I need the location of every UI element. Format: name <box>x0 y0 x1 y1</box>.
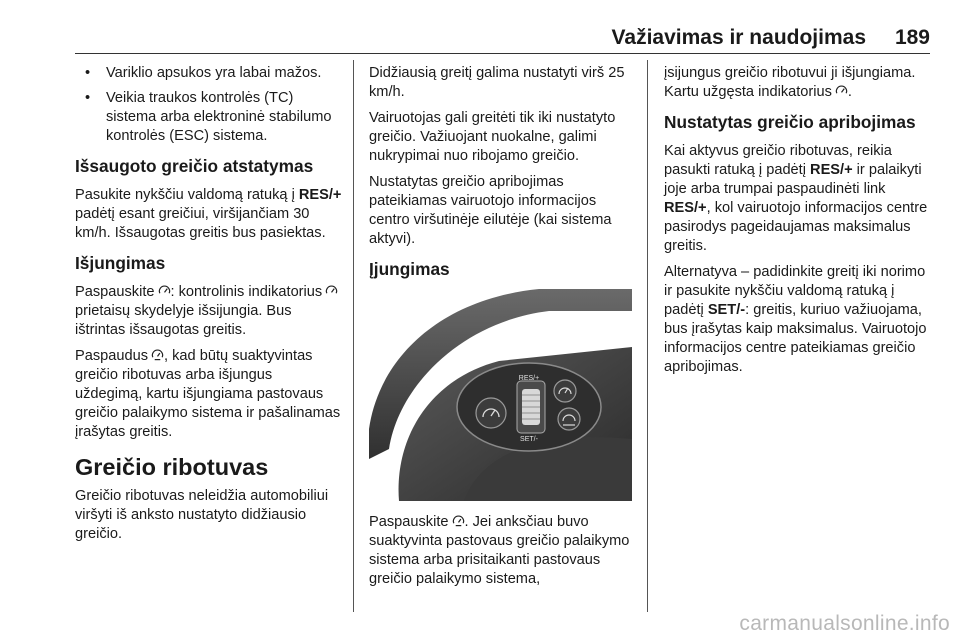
figure-label-set: SET/- <box>520 436 538 443</box>
column-divider-2 <box>647 60 648 612</box>
header-rule <box>75 53 930 54</box>
cruise-control-icon <box>835 84 848 97</box>
column-2 <box>369 64 637 596</box>
page-number: 189 <box>894 26 930 49</box>
paragraph-off-1: Paspauskite : kontrolinis indikatorius prietaisų skydelyje išsijungia. Bus ištrintas išsaugotas greitis. <box>75 283 343 340</box>
watermark: carmanualsonline.info <box>739 612 950 635</box>
paragraph-activate: Paspauskite . Jei anksčiau buvo suaktyvinta pastovaus greičio palaikymo sistema arba prisitaikanti pastovaus greičio palaikymo sistema, <box>369 514 630 587</box>
page-title: Važiavimas ir naudojimas <box>611 26 866 49</box>
cruise-control-icon <box>158 284 171 297</box>
paragraph-cc-off: įsijungus greičio ribotuvui ji išjungiama. Kartu užgęsta indikatorius . <box>664 65 916 100</box>
figure-label-res: RES/+ <box>518 375 540 382</box>
column-3 <box>664 64 932 384</box>
paragraph-set-1: Kai aktyvus greičio ribotuvas, reikia pasukti ratuką į padėtį RES/+ ir palaikyti joje arba trumpai paspaudinėti link RES/+, kol vairuotojo informacijos centre pasirodys pageidaujamas maksimalus greitis. <box>664 143 928 254</box>
column-1 <box>75 64 343 551</box>
paragraph-limiter: Greičio ribotuvas neleidžia automobiliui viršyti iš anksto nustatyto didžiausio greičio. <box>75 488 329 542</box>
paragraph-restore: Pasukite nykščiu valdomą ratuką į RES/+ padėtį esant greičiui, viršijančiam 30 km/h. Išsaugotas greitis bus pasiektas. <box>75 187 342 241</box>
paragraph-set-2: Alternatyva – padidinkite greitį iki norimo ir pasukite nykščiu valdomą ratuką į padėtį SET/-: greitis, kuriuo važiuojama, bus įrašytas kaip maksimalus. Vairuotojo informacijos centre pateikiamas greičio apribojimas. <box>664 264 927 375</box>
heading-off: Išjungimas <box>75 253 166 273</box>
paragraph-display: Nustatytas greičio apribojimas pateikiamas vairuotojo informacijos centro viršutinėje eilutėje (kai sistema aktyvi). <box>369 174 612 247</box>
bullet-item: • Variklio apsukos yra labai mažos. <box>75 64 343 83</box>
heading-restore: Išsaugoto greičio atstatymas <box>75 156 314 176</box>
paragraph-max-speed: Didžiausią greitį galima nustatyti virš 25 km/h. <box>369 65 625 100</box>
heading-limiter: Greičio ribotuvas <box>75 454 269 480</box>
cruise-control-icon <box>325 284 338 297</box>
speed-limiter-icon <box>151 348 164 361</box>
bullet-item: • Veikia traukos kontrolės (TC) sistema arba elektroninė stabilumo kontrolės (ESC) sistema. <box>75 89 343 146</box>
column-divider-1 <box>353 60 354 612</box>
speed-limiter-icon <box>452 514 465 527</box>
heading-on: Įjungimas <box>369 259 450 279</box>
heading-set-limit: Nustatytas greičio apribojimas <box>664 112 916 132</box>
steering-wheel-figure <box>369 289 632 501</box>
bullet-list <box>75 64 343 146</box>
paragraph-off-2: Paspaudus , kad būtų suaktyvintas greičio ribotuvas arba išjungus uždegimą, kartu išjungiama pastovaus greičio palaikymo sistema ir pašalinamas įrašytas greitis. <box>75 348 341 440</box>
paragraph-accelerate: Vairuotojas gali greitėti tik iki nustatyto greičio. Važiuojant nuokalne, galimi nukrypimai nuo ribojamo greičio. <box>369 110 616 164</box>
